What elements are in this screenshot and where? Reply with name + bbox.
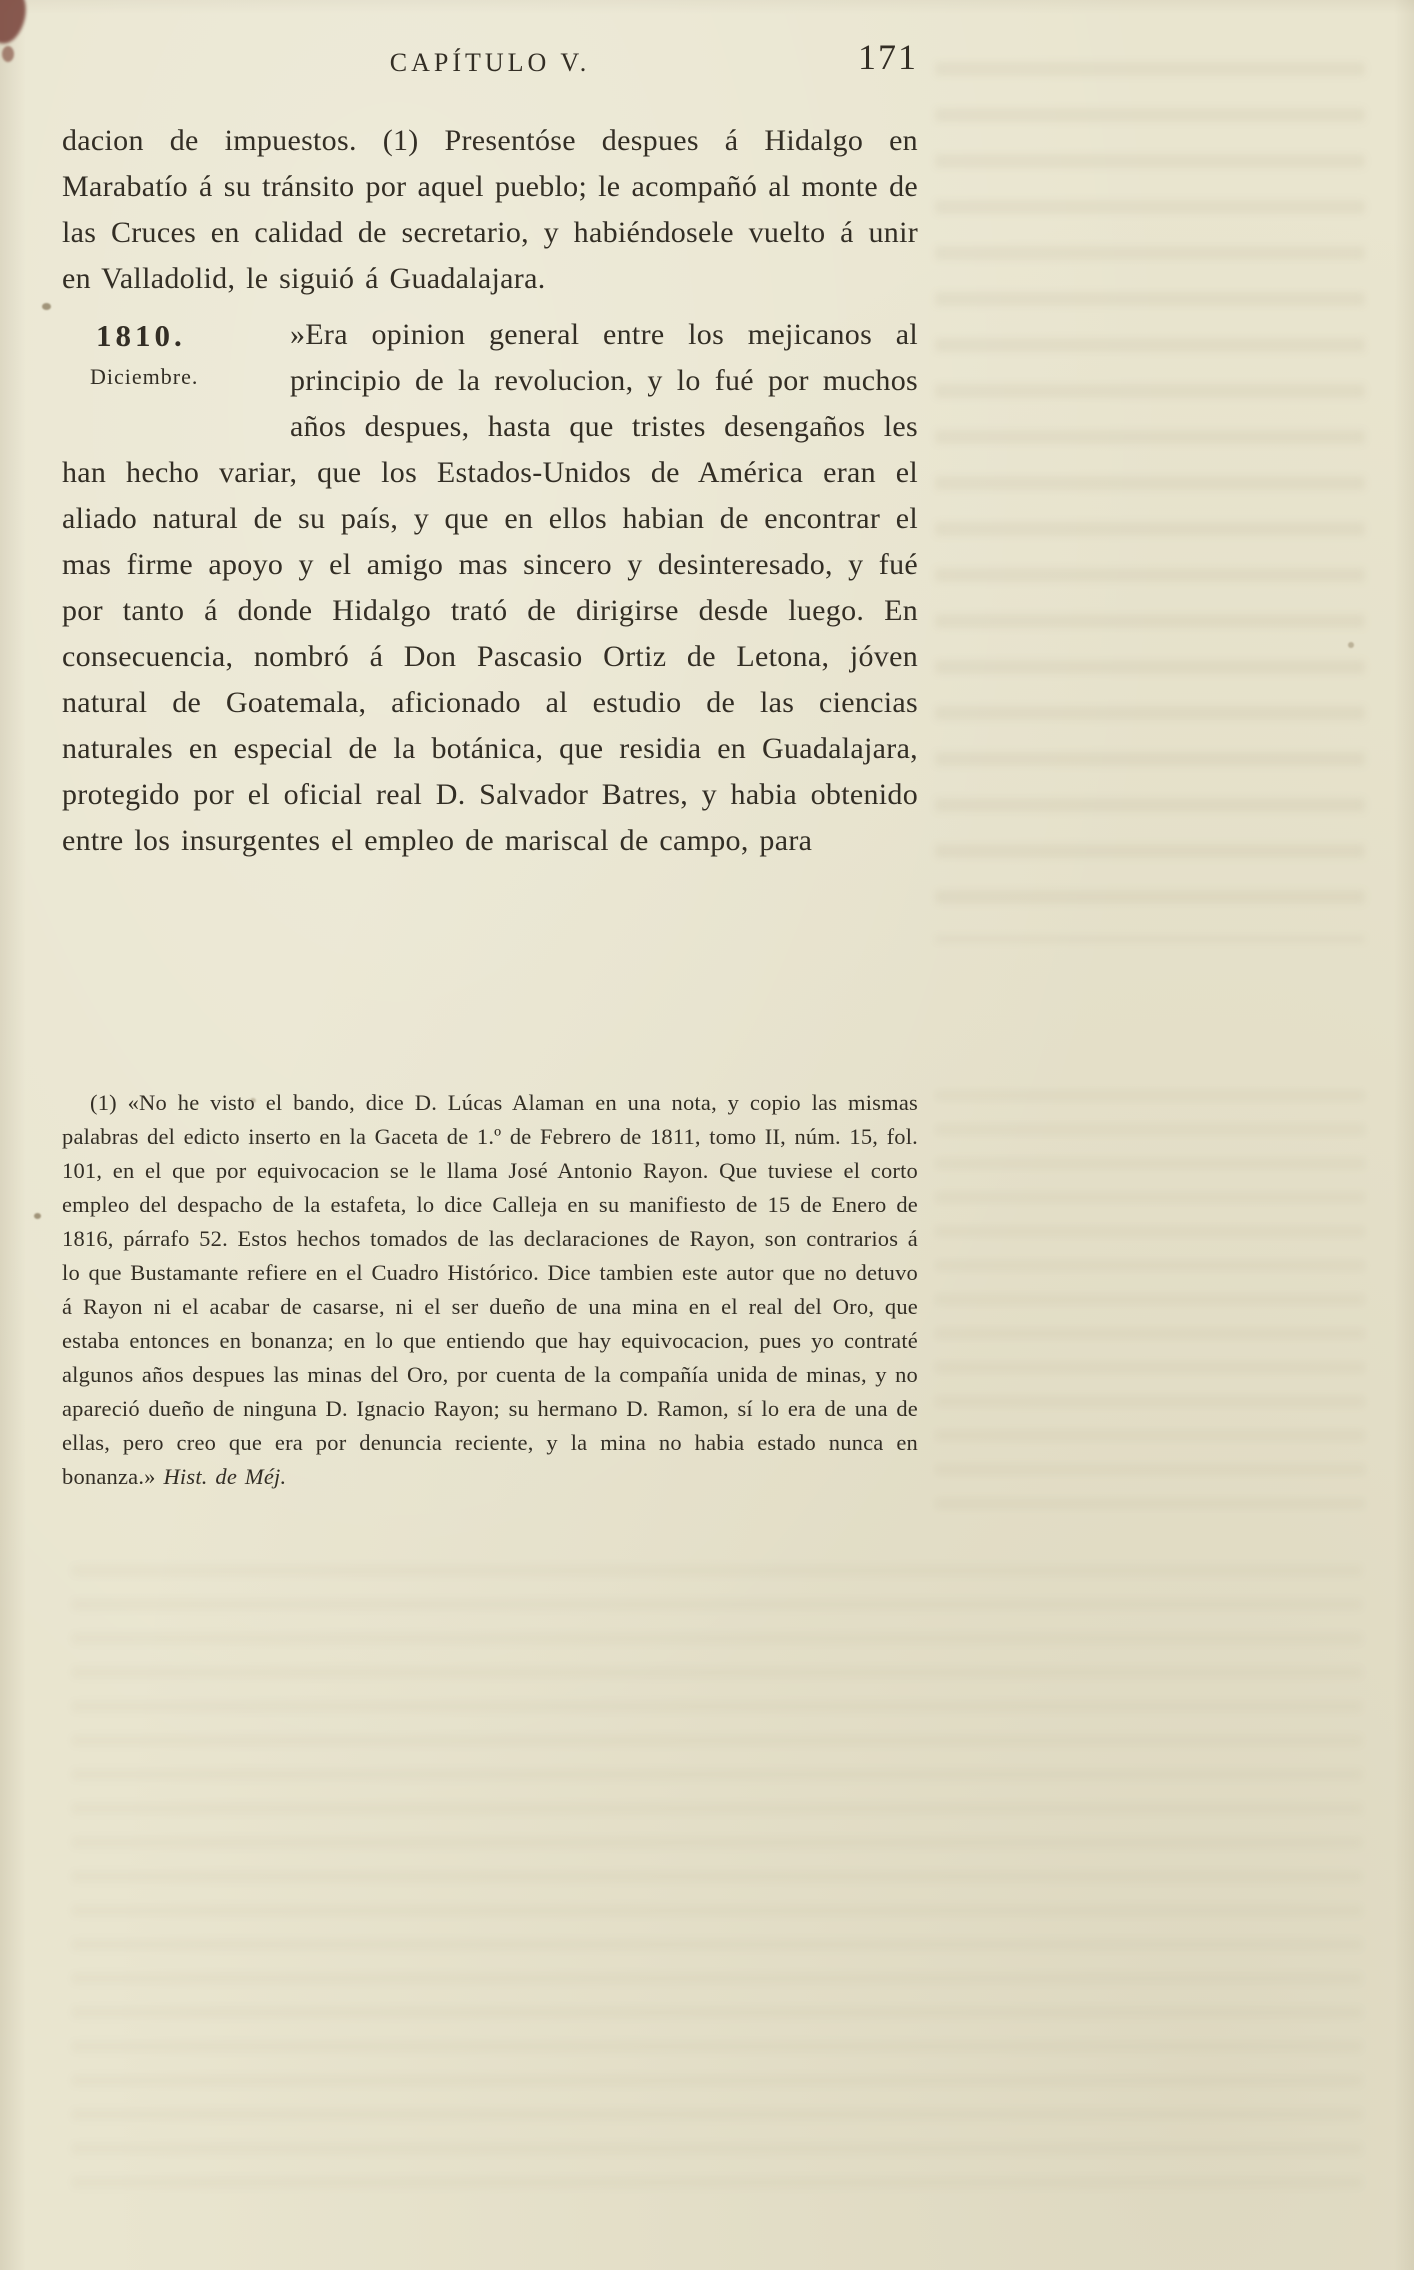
paper-speck <box>1348 642 1354 648</box>
footnote <box>62 1086 918 1494</box>
page-content <box>62 34 918 2234</box>
paper-speck <box>34 1213 41 1219</box>
paragraph-text: »Era opinion general entre los mejicanos al principio de la revolucion, y lo fué por muchos años despues, hasta que tristes desengaños les han hecho variar, que los Estados-Unidos de América eran el aliado natural de su país, y que en ellos habian de encontrar el mas firme apoyo y el amigo mas sincero y desinteresado, y fué por tanto á donde Hidalgo trató de dirigirse desde luego. En consecuencia, nombró á Don Pascasio Ortiz de Letona, jóven natural de Goatemala, aficionado al estudio de las ciencias naturales en especial de la botánica, que residia en Guadalajara, protegido por el oficial real D. Salvador Batres, y habia obtenido entre los insurgentes el empleo de mariscal de campo, para <box>62 318 918 857</box>
paragraph: dacion de impuestos. (1) Presentóse despues á Hidalgo en Marabatío á su tránsito por aquel pueblo; le acompañó al monte de las Cruces en calidad de secretario, y habiéndosele vuelto á unir en Valladolid, le siguió á Guadalajara. <box>62 124 918 295</box>
bleed-through-texture <box>935 1090 1365 1520</box>
footnote-text: (1) «No he visto el bando, dice D. Lúcas Alaman en una nota, y copio las mismas palabras del edicto inserto en la Gaceta de 1.º de Febrero de 1811, tomo II, núm. 15, fol. 101, en el que por equivocacion se le llama José Antonio Rayon. Que tuviese el corto empleo del despacho de la estafeta, lo dice Calleja en su manifiesto de 15 de Enero de 1816, párrafo 52. Estos hechos tomados de las declaraciones de Rayon, son contrarios á lo que Bustamante refiere en el Cuadro Histórico. Dice tambien este autor que no detuvo á Rayon ni el acabar de casarse, ni el ser dueño de una mina en el real del Oro, que estaba entonces en bonanza; en lo que entiendo que hay equivocacion, pues yo contraté algunos años despues las minas del Oro, por cuenta de la compañía unida de minas, y no apareció dueño de ninguna D. Ignacio Rayon; su hermano D. Ramon, sí lo era de una de ellas, pero creo que era por denuncia reciente, y la mina no habia estado nunca en bonanza.» <box>62 1090 918 1489</box>
footnote-source: Hist. de Méj. <box>163 1464 287 1489</box>
ink-blotch <box>2 46 14 62</box>
margin-year: 1810. <box>96 318 186 353</box>
margin-date-note <box>62 312 290 408</box>
main-text <box>62 118 918 864</box>
paragraph-with-sidenote <box>62 312 918 864</box>
page-header <box>62 34 918 92</box>
footnote-paragraph <box>62 1086 918 1494</box>
paper-speck <box>42 303 51 310</box>
ink-blotch <box>0 0 30 47</box>
chapter-title: CAPÍTULO V. <box>389 48 591 77</box>
page-number: 171 <box>858 37 918 77</box>
bleed-through-texture <box>935 62 1365 942</box>
margin-month: Diciembre. <box>90 364 199 389</box>
